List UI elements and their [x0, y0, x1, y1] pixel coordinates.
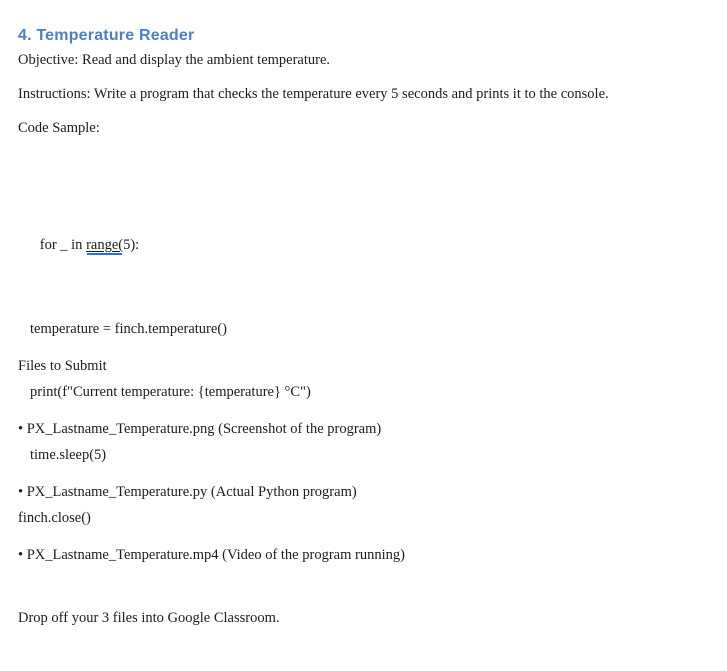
code-line-sleep: time.sleep(5) — [30, 447, 107, 463]
code-for-pre: for _ in — [39, 237, 87, 253]
file-item-mp4: • PX_Lastname_Temperature.mp4 (Video of the program running) — [18, 547, 405, 563]
files-section-title: Files to Submit — [18, 358, 107, 374]
code-sample-label: Code Sample: — [18, 120, 100, 136]
dropoff-instruction: Drop off your 3 files into Google Classroom. — [18, 610, 280, 626]
files-to-submit-section — [18, 314, 405, 671]
code-for-post: 5): — [123, 237, 140, 253]
file-item-png: • PX_Lastname_Temperature.png (Screenshot of the program) — [18, 421, 382, 437]
grammar-flagged-word: range( — [86, 237, 124, 253]
code-line-temperature: temperature = finch.temperature() — [30, 321, 227, 337]
instructions-text: Instructions: Write a program that checks the temperature every 5 seconds and prints it to the console. — [18, 86, 609, 102]
code-line-close: finch.close() — [18, 510, 91, 526]
section-heading: 4. Temperature Reader — [18, 27, 195, 44]
objective-text: Objective: Read and display the ambient temperature. — [18, 52, 331, 68]
code-line-print: print(f"Current temperature: {temperature} °C") — [30, 384, 311, 400]
file-item-py: • PX_Lastname_Temperature.py (Actual Python program) — [18, 484, 357, 500]
code-line-for — [18, 214, 311, 277]
